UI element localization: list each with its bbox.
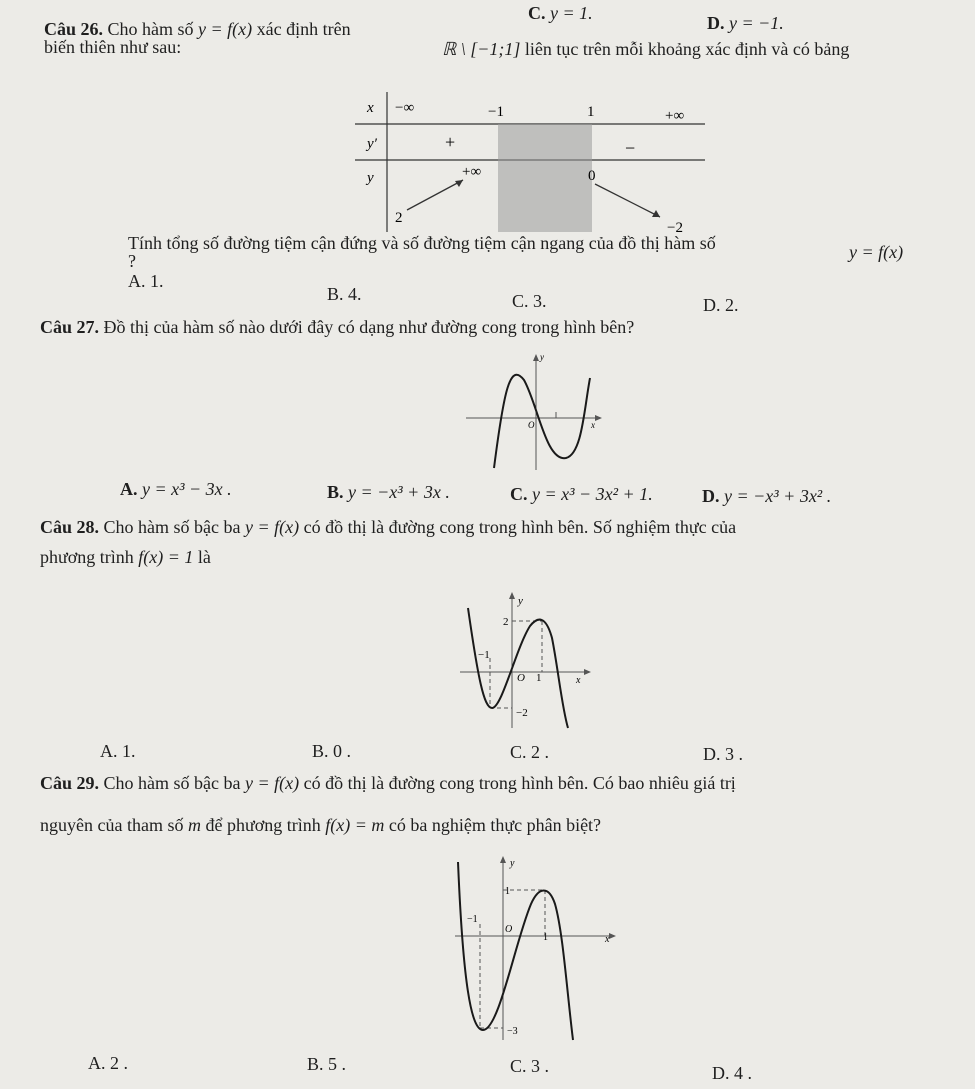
q29-option-d[interactable]: D. 4 . (712, 1063, 752, 1083)
q26-question-func: y = f(x) (849, 242, 904, 262)
q28-y-label: y (518, 595, 523, 607)
q29-origin-label: O (505, 924, 513, 935)
q26-line2: biến thiên như sau: (44, 37, 182, 57)
q28-neg2-label: −2 (516, 707, 528, 719)
q27-origin-label: O (528, 420, 535, 430)
q26-option-c[interactable]: C. 3. (512, 291, 547, 311)
table-y-val-3: −2 (667, 220, 683, 232)
table-x-val-3: +∞ (665, 108, 685, 124)
q26-line1: Câu 26. Cho hàm số y = f(x) xác định trên (44, 19, 351, 39)
q26-option-b[interactable]: B. 4. (327, 284, 362, 304)
table-y-label: y (367, 170, 374, 186)
q27-graph (466, 350, 606, 475)
table-x-val-0: −∞ (395, 100, 415, 116)
table-x-label: x (367, 100, 374, 116)
q29-line2: nguyên của tham số m để phương trình f(x) = m có ba nghiệm thực phân biệt? (40, 815, 602, 835)
top-option-d: D. y = −1. (707, 13, 784, 33)
q28-one-label: 1 (536, 672, 542, 684)
q28-label: Câu 28. (40, 517, 100, 537)
q27-option-d[interactable]: D. y = −x³ + 3x² . (702, 486, 832, 506)
q26-line1b: ℝ \ [−1;1] liên tục trên mỗi khoảng xác định và có bảng (442, 39, 850, 59)
q29-neg3-label: −3 (507, 1026, 518, 1037)
q27-question: Câu 27. Đồ thị của hàm số nào dưới đây có dạng như đường cong trong hình bên? (40, 317, 635, 337)
q28-origin-label: O (517, 672, 525, 684)
q28-option-d[interactable]: D. 3 . (703, 744, 743, 764)
q28-option-a[interactable]: A. 1. (100, 741, 136, 761)
q29-x-label: x (605, 934, 610, 945)
table-yp-sign-1: − (625, 138, 636, 158)
q26-qmark: ? (128, 251, 136, 271)
q28-option-b[interactable]: B. 0 . (312, 741, 352, 761)
q28-option-c[interactable]: C. 2 . (510, 742, 550, 762)
q27-option-c[interactable]: C. y = x³ − 3x² + 1. (510, 484, 653, 504)
q27-x-label: x (591, 420, 595, 430)
q28-line1: Câu 28. Cho hàm số bậc ba y = f(x) có đồ thị là đường cong trong hình bên. Số nghiệm thực của (40, 517, 737, 537)
q27-label: Câu 27. (40, 317, 100, 337)
table-x-val-2: 1 (587, 104, 595, 120)
table-y-val-2: 2 (395, 210, 403, 226)
q28-graph (460, 588, 595, 730)
variation-table (355, 92, 705, 232)
q28-neg1-label: −1 (478, 649, 490, 661)
q29-one-y-label: 1 (505, 886, 510, 897)
table-y-val-1: 0 (588, 168, 596, 184)
q29-one-label: 1 (543, 932, 548, 943)
q29-option-c[interactable]: C. 3 . (510, 1056, 550, 1076)
q29-neg1-label: −1 (467, 914, 478, 925)
table-x-val-1: −1 (488, 104, 504, 120)
table-yp-label: y′ (367, 136, 377, 152)
q29-y-label: y (510, 858, 515, 869)
q29-label: Câu 29. (40, 773, 100, 793)
q27-y-label: y (540, 352, 544, 362)
q26-label: Câu 26. (44, 19, 104, 39)
q29-option-a[interactable]: A. 2 . (88, 1053, 128, 1073)
q28-x-label: x (576, 675, 581, 686)
q27-option-a[interactable]: A. y = x³ − 3x . (120, 479, 232, 499)
q26-option-a[interactable]: A. 1. (128, 271, 164, 291)
top-option-c: C. y = 1. (528, 3, 593, 23)
q26-question: Tính tổng số đường tiệm cận đứng và số đường tiệm cận ngang của đồ thị hàm số (128, 233, 716, 253)
table-yp-sign-0: + (445, 132, 456, 152)
q28-line2: phương trình f(x) = 1 là (40, 547, 211, 567)
q29-graph (455, 852, 620, 1042)
q29-line1: Câu 29. Cho hàm số bậc ba y = f(x) có đồ thị là đường cong trong hình bên. Có bao nhiêu giá trị (40, 773, 736, 793)
q26-option-d[interactable]: D. 2. (703, 295, 739, 315)
table-y-val-0: +∞ (462, 164, 482, 180)
q28-two-label: 2 (503, 616, 509, 628)
q27-option-b[interactable]: B. y = −x³ + 3x . (327, 482, 450, 502)
q29-option-b[interactable]: B. 5 . (307, 1054, 347, 1074)
